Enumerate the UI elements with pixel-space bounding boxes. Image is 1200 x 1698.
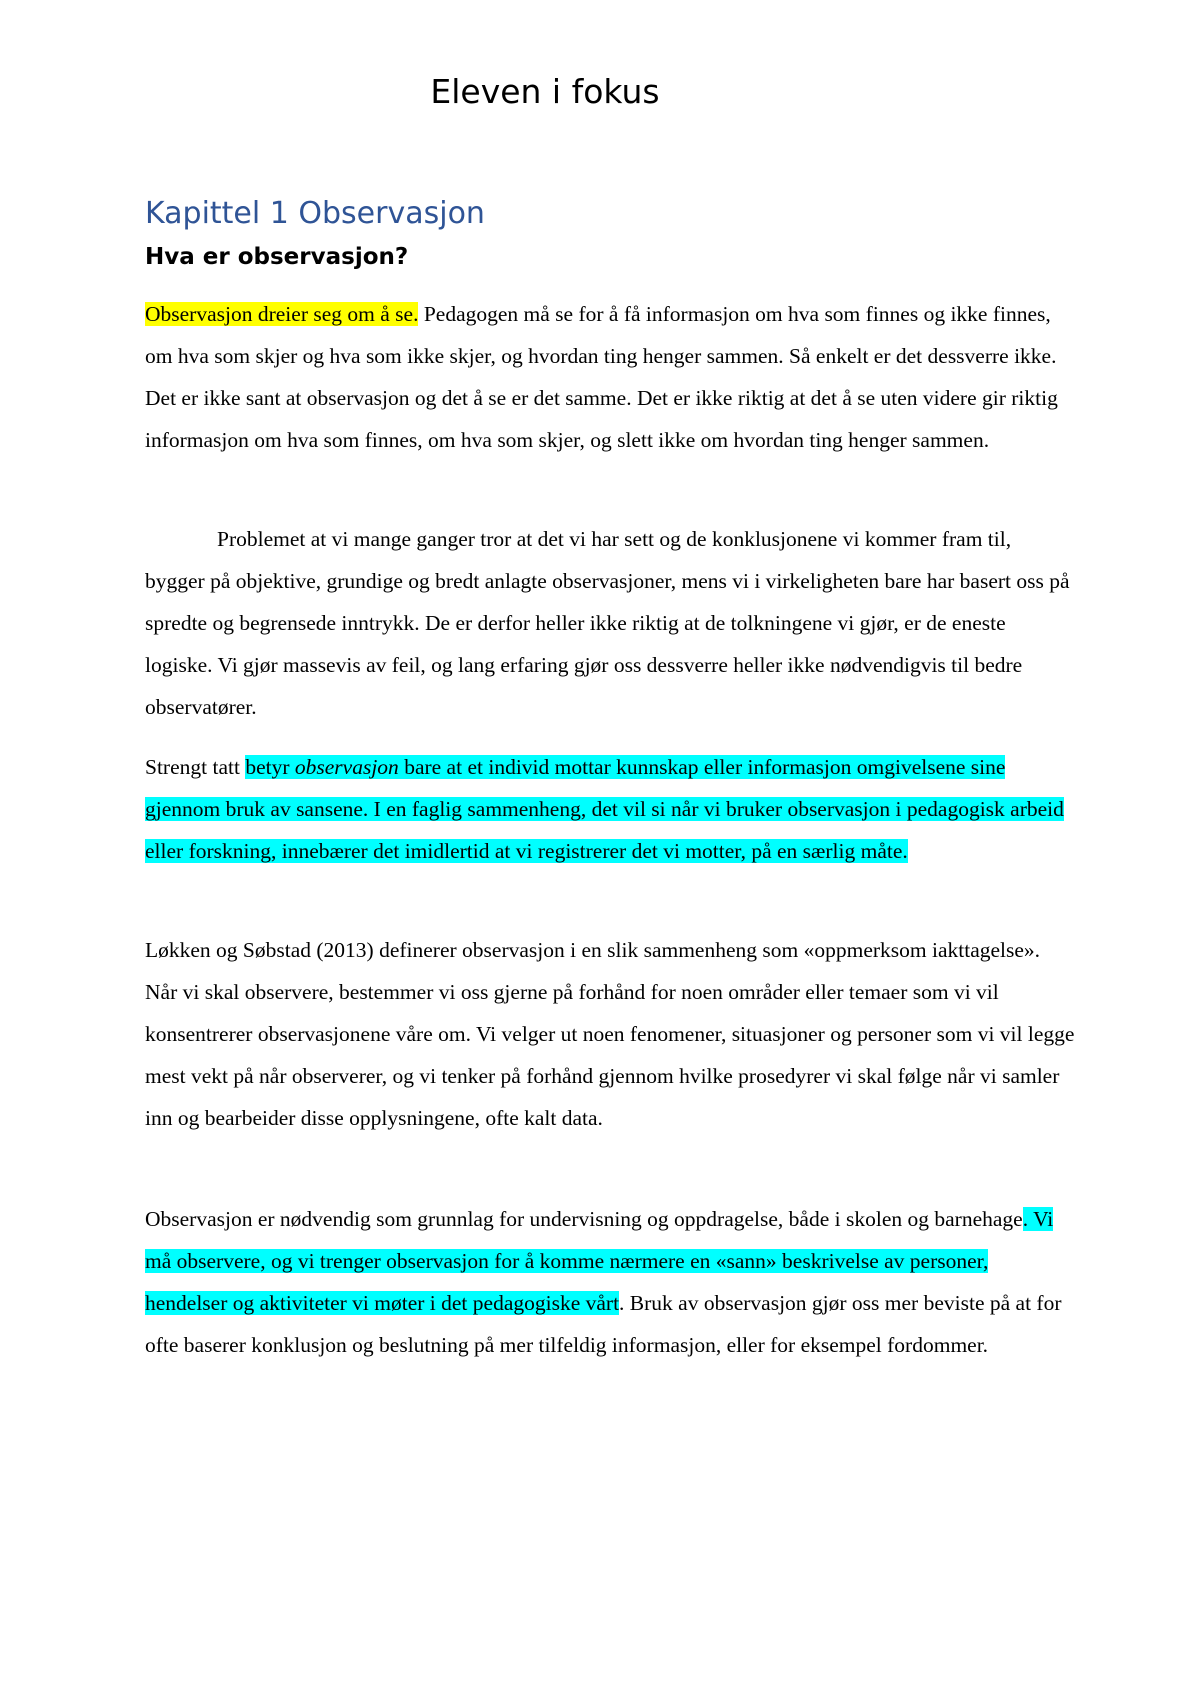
chapter-heading: Kapittel 1 Observasjon (145, 196, 485, 231)
document-title: Eleven i fokus (430, 72, 660, 111)
cyan-highlight (145, 755, 1064, 863)
paragraph-text: . Bruk av observasjon gjør oss mer beviste på at for ofte baserer konklusjon og beslutning på mer tilfeldig informasjon, eller for eksempel fordommer. (145, 1291, 1062, 1357)
cyan-highlight: . Vi må observere, og vi trenger observasjon for å komme nærmere en «sann» beskrivelse av personer, hendelser og aktiviteter vi møter i det pedagogiske vårt (145, 1207, 1054, 1315)
section-heading: Hva er observasjon? (145, 244, 409, 270)
paragraph-5 (145, 1198, 1075, 1366)
highlight-text: bare at et individ mottar kunnskap eller informasjon omgivelsene sine gjennom bruk av sansene. I en faglig sammenheng, det vil si når vi bruker observasjon i pedagogisk arbeid eller forskning, innebærer det imidlertid at vi registrerer det vi motter, på en særlig måte. (145, 755, 1064, 863)
highlight-text: betyr (245, 755, 295, 779)
paragraph-text: Strengt tatt (145, 755, 246, 779)
paragraph-1 (145, 293, 1075, 461)
paragraph-2: Problemet at vi mange ganger tror at det vi har sett og de konklusjonene vi kommer fram til, bygger på objektive, grundige og bredt anlagte observasjoner, mens vi i virkeligheten bare har basert oss på spredte og begrensede inntrykk. De er derfor heller ikke riktig at de tolkningene vi gjør, er de eneste logiske. Vi gjør massevis av feil, og lang erfaring gjør oss dessverre heller ikke nødvendigvis til bedre observatører. (145, 527, 1070, 719)
yellow-highlight: Observasjon dreier seg om å se. (145, 302, 419, 326)
paragraph-3 (145, 746, 1075, 872)
paragraph-text: Observasjon er nødvendig som grunnlag for undervisning og oppdragelse, både i skolen og barnehage (145, 1207, 1023, 1231)
italic-term: observasjon (294, 755, 399, 779)
paragraph-text: Pedagogen må se for å få informasjon om hva som finnes og ikke finnes, om hva som skjer og hva som ikke skjer, og hvordan ting henger sammen. Så enkelt er det dessverre ikke. Det er ikke sant at observasjon og det å se er det samme. Det er ikke riktig at det å se uten videre gir riktig informasjon om hva som finnes, om hva som skjer, og slett ikke om hvordan ting henger sammen. (145, 302, 1058, 452)
paragraph-4: Løkken og Søbstad (2013) definerer observasjon i en slik sammenheng som «oppmerksom iakttagelse». Når vi skal observere, bestemmer vi oss gjerne på forhånd for noen områder eller temaer som vi vil konsentrerer observasjonene våre om. Vi velger ut noen fenomener, situasjoner og personer som vi vil legge mest vekt på når observerer, og vi tenker på forhånd gjennom hvilke prosedyrer vi skal følge når vi samler inn og bearbeider disse opplysningene, ofte kalt data. (145, 938, 1075, 1130)
